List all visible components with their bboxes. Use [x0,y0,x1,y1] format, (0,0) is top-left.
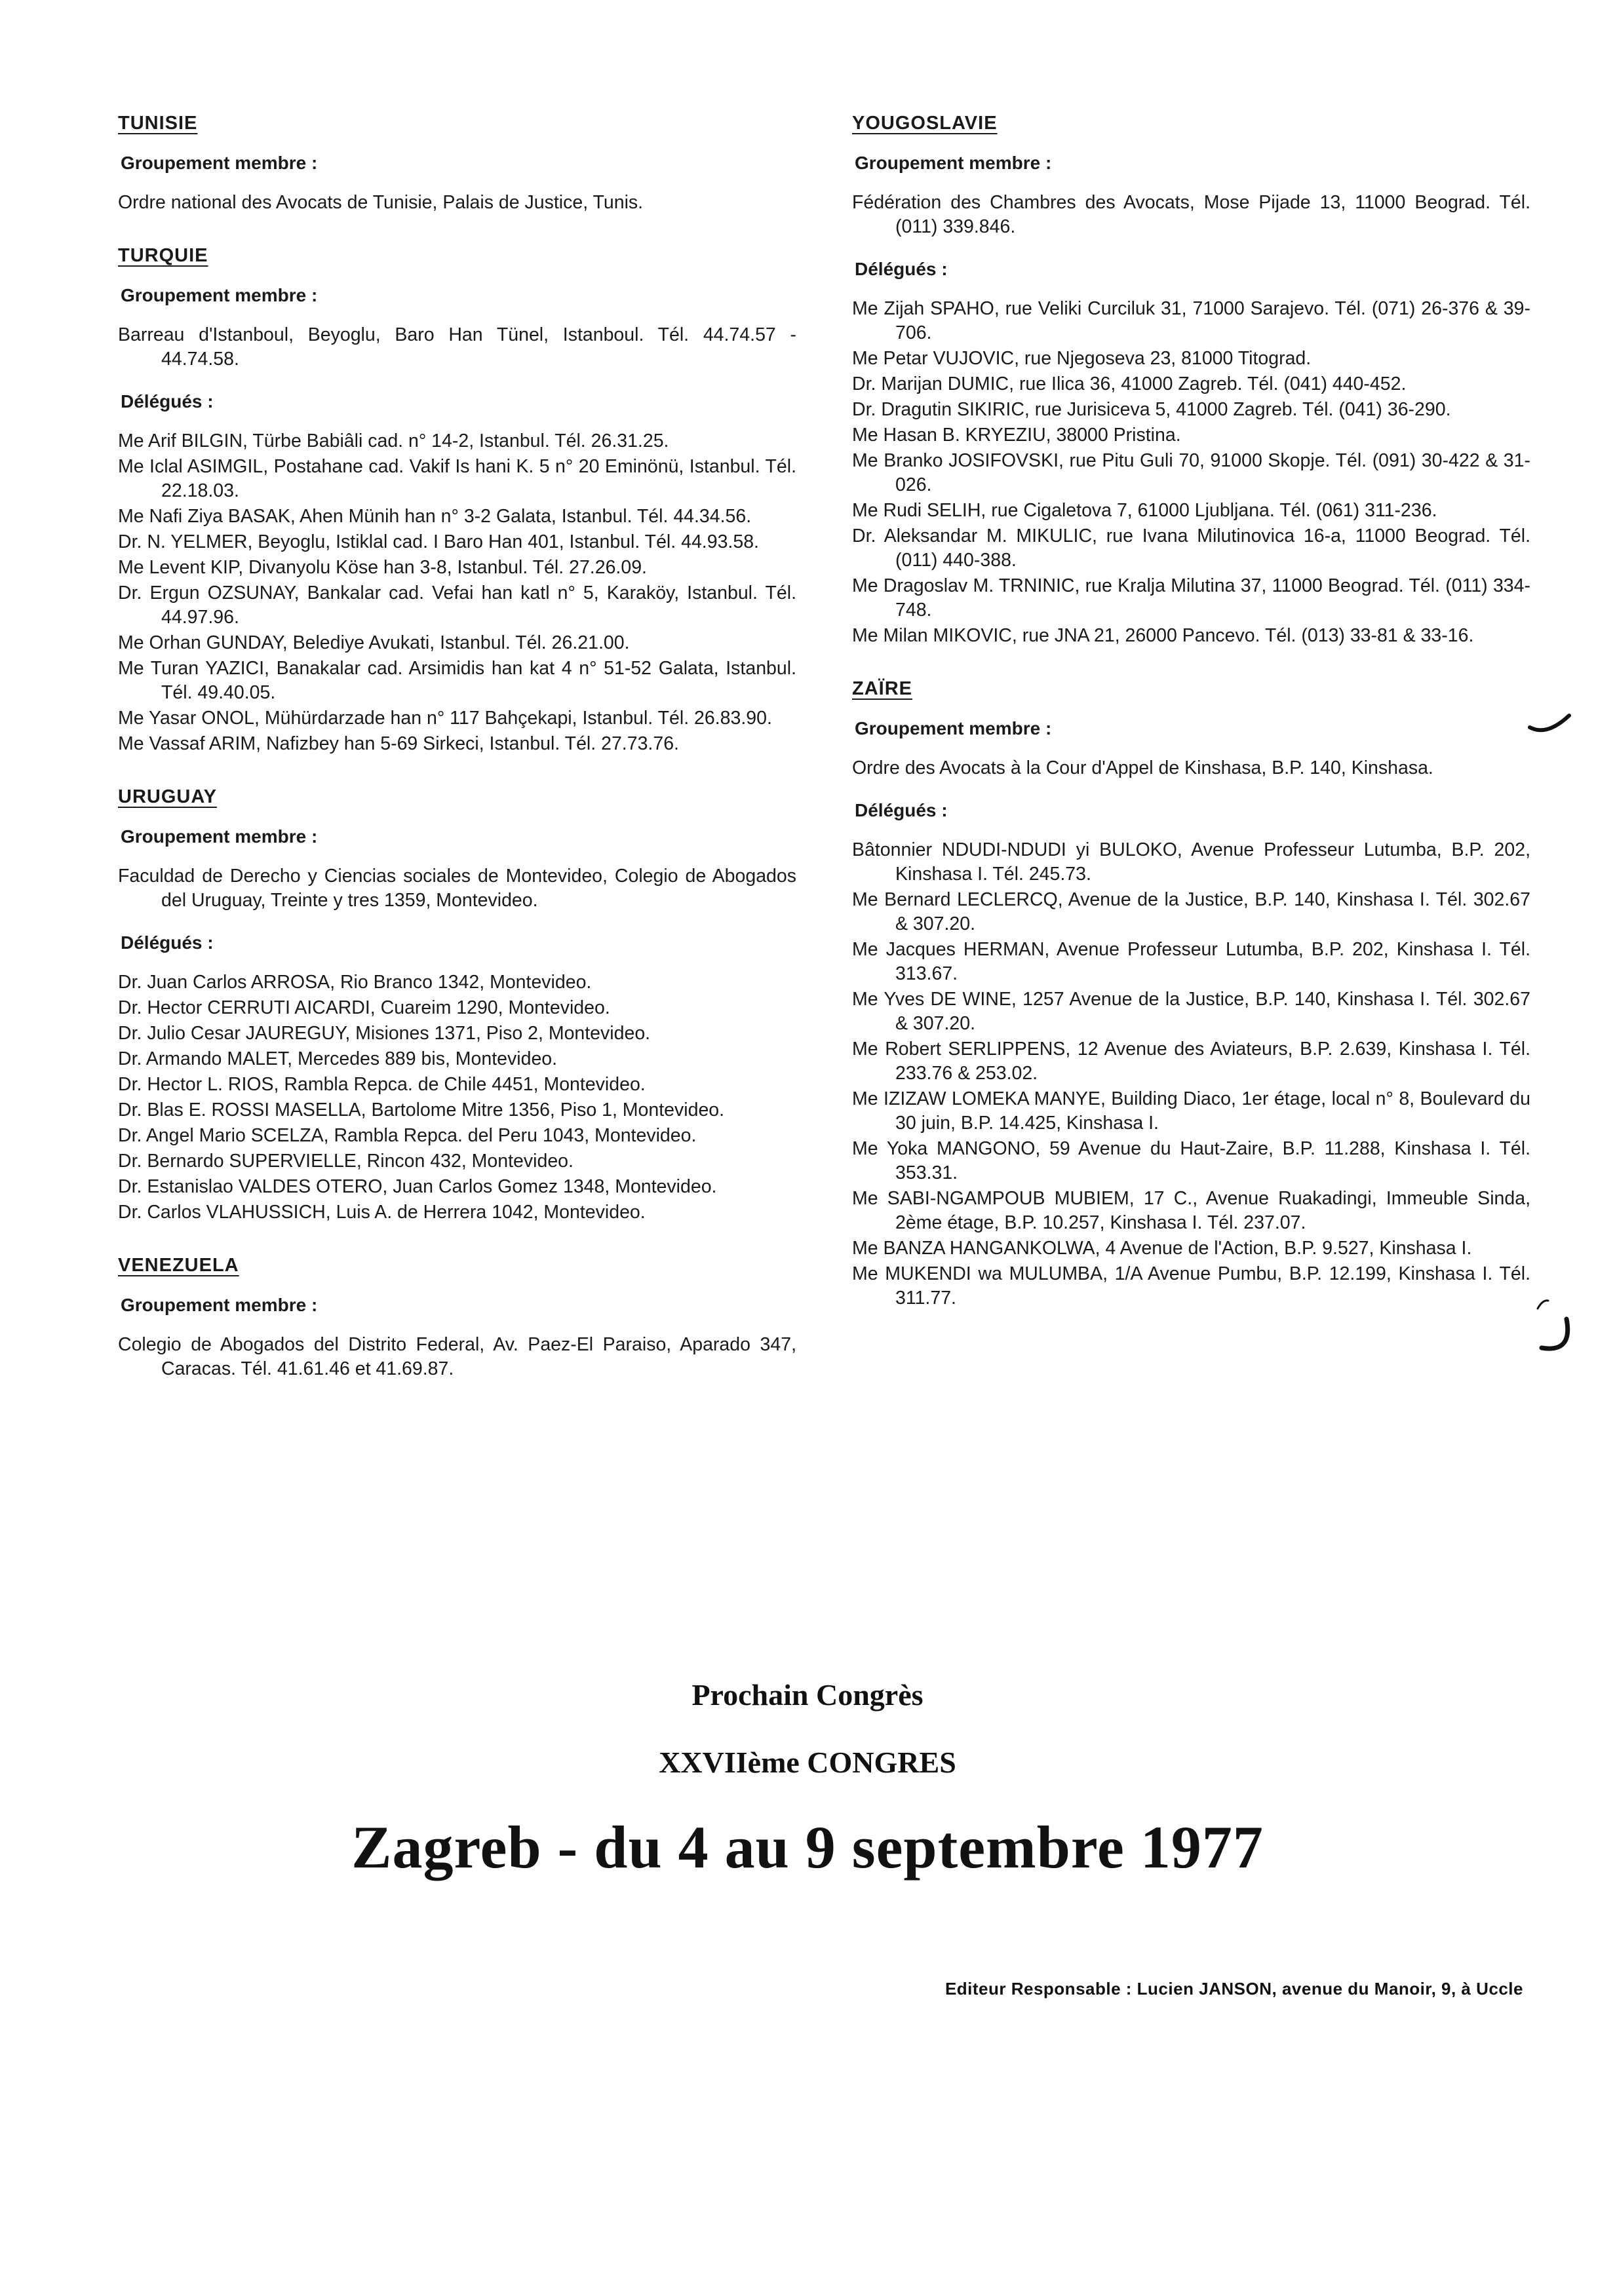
pen-mark [1534,1294,1580,1366]
delegate-entry: Me BANZA HANGANKOLWA, 4 Avenue de l'Action, B.P. 9.527, Kinshasa I. [852,1238,1472,1259]
member-text: Colegio de Abogados del Distrito Federal, Av. Paez-El Paraiso, Aparado 347, Caracas. Tél. 41.61.46 et 41.69.87. [118,1334,796,1379]
member-heading: Groupement membre : [121,153,318,173]
next-congress-announcement [0,1677,1615,1882]
delegate-entry: Dr. Julio Cesar JAUREGUY, Misiones 1371, Piso 2, Montevideo. [118,1023,651,1044]
delegate-entry: Me Milan MIKOVIC, rue JNA 21, 26000 Pancevo. Tél. (013) 33-81 & 33-16. [852,625,1474,646]
delegate-entry: Me Jacques HERMAN, Avenue Professeur Lutumba, B.P. 202, Kinshasa I. Tél. 313.67. [852,939,1530,984]
delegate-entry: Me IZIZAW LOMEKA MANYE, Building Diaco, 1er étage, local n° 8, Boulevard du 30 juin, B.P. 14.425, Kinshasa I. [852,1088,1530,1134]
delegate-entry: Me Yasar ONOL, Mühürdarzade han n° 117 Bahçekapi, Istanbul. Tél. 26.83.90. [118,708,772,729]
delegate-entry: Me Orhan GUNDAY, Belediye Avukati, Istanbul. Tél. 26.21.00. [118,632,630,653]
delegates-heading: Délégués : [121,932,214,953]
delegate-entry: Me Vassaf ARIM, Nafizbey han 5-69 Sirkeci, Istanbul. Tél. 27.73.76. [118,733,679,754]
country-title-yougoslavie: YOUGOSLAVIE [852,113,998,134]
member-heading: Groupement membre : [855,153,1052,173]
delegate-entry: Me MUKENDI wa MULUMBA, 1/A Avenue Pumbu, B.P. 12.199, Kinshasa I. Tél. 311.77. [852,1263,1530,1309]
country-title-uruguay: URUGUAY [118,786,217,807]
section-uruguay [118,786,796,1225]
delegate-entry: Dr. Armando MALET, Mercedes 889 bis, Montevideo. [118,1048,558,1069]
section-zaire [852,678,1530,1311]
delegate-entry: Me Robert SERLIPPENS, 12 Avenue des Aviateurs, B.P. 2.639, Kinshasa I. Tél. 233.76 & 253.02. [852,1039,1530,1084]
member-text: Ordre des Avocats à la Cour d'Appel de Kinshasa, B.P. 140, Kinshasa. [852,757,1433,778]
delegate-entry: Dr. Juan Carlos ARROSA, Rio Branco 1342, Montevideo. [118,972,592,993]
right-column [852,113,1530,1341]
delegate-entry: Me Iclal ASIMGIL, Postahane cad. Vakif Is hani K. 5 n° 20 Eminönü, Istanbul. Tél. 22.18.03. [118,456,796,501]
country-title-turquie: TURQUIE [118,245,208,266]
editor-footer: Editeur Responsable : Lucien JANSON, avenue du Manoir, 9, à Uccle [944,1979,1523,1999]
member-heading: Groupement membre : [855,718,1052,738]
section-yougoslavie [852,113,1530,648]
delegate-entry: Me SABI-NGAMPOUB MUBIEM, 17 C., Avenue Ruakadingi, Immeuble Sinda, 2ème étage, B.P. 10.257, Kinshasa I. Tél. 237.07. [852,1188,1530,1233]
section-turquie [118,245,796,756]
delegate-entry: Me Hasan B. KRYEZIU, 38000 Pristina. [852,425,1181,446]
delegate-entry: Me Arif BILGIN, Türbe Babiâli cad. n° 14-2, Istanbul. Tél. 26.31.25. [118,430,669,451]
delegate-entry: Me Yoka MANGONO, 59 Avenue du Haut-Zaire, B.P. 11.288, Kinshasa I. Tél. 353.31. [852,1138,1530,1183]
delegate-entry: Dr. Dragutin SIKIRIC, rue Jurisiceva 5, 41000 Zagreb. Tél. (041) 36-290. [852,399,1451,420]
delegates-heading: Délégués : [855,259,948,279]
delegate-entry: Dr. Angel Mario SCELZA, Rambla Repca. del Peru 1043, Montevideo. [118,1125,697,1146]
member-text: Fédération des Chambres des Avocats, Mose Pijade 13, 11000 Beograd. Tél. (011) 339.846. [852,192,1530,237]
delegates-heading: Délégués : [121,391,214,411]
delegate-entry: Me Bernard LECLERCQ, Avenue de la Justice, B.P. 140, Kinshasa I. Tél. 302.67 & 307.20. [852,889,1530,934]
delegate-entry: Dr. Carlos VLAHUSSICH, Luis A. de Herrera 1042, Montevideo. [118,1202,646,1223]
delegate-list [852,838,1530,1311]
delegate-entry: Me Levent KIP, Divanyolu Köse han 3-8, Istanbul. Tél. 27.26.09. [118,557,647,578]
delegate-entry: Dr. Ergun OZSUNAY, Bankalar cad. Vefai han katl n° 5, Karaköy, Istanbul. Tél. 44.97.96. [118,583,796,628]
pen-mark [1527,708,1573,740]
member-heading: Groupement membre : [121,826,318,847]
left-column [118,113,796,1411]
delegate-list [852,297,1530,648]
delegate-entry: Dr. N. YELMER, Beyoglu, Istiklal cad. I Baro Han 401, Istanbul. Tél. 44.93.58. [118,531,759,552]
delegate-list [118,429,796,756]
member-text: Barreau d'Istanboul, Beyoglu, Baro Han Tünel, Istanboul. Tél. 44.74.57 - 44.74.58. [118,324,796,370]
member-text: Ordre national des Avocats de Tunisie, Palais de Justice, Tunis. [118,192,644,213]
delegate-entry: Dr. Estanislao VALDES OTERO, Juan Carlos Gomez 1348, Montevideo. [118,1176,717,1197]
section-tunisie [118,113,796,215]
delegate-entry: Me Petar VUJOVIC, rue Njegoseva 23, 81000 Titograd. [852,348,1312,369]
section-venezuela [118,1255,796,1381]
delegate-entry: Me Nafi Ziya BASAK, Ahen Münih han n° 3-2 Galata, Istanbul. Tél. 44.34.56. [118,506,752,527]
delegate-entry: Dr. Bernardo SUPERVIELLE, Rincon 432, Montevideo. [118,1151,574,1172]
delegates-heading: Délégués : [855,800,948,820]
delegate-entry: Bâtonnier NDUDI-NDUDI yi BULOKO, Avenue Professeur Lutumba, B.P. 202, Kinshasa I. Tél. 245.73. [852,839,1530,885]
country-title-tunisie: TUNISIE [118,113,198,134]
country-title-zaire: ZAÏRE [852,678,912,699]
delegate-entry: Dr. Aleksandar M. MIKULIC, rue Ivana Milutinovica 16-a, 11000 Beograd. Tél. (011) 440-388. [852,526,1530,571]
country-title-venezuela: VENEZUELA [118,1255,239,1276]
delegate-entry: Dr. Blas E. ROSSI MASELLA, Bartolome Mitre 1356, Piso 1, Montevideo. [118,1100,725,1120]
congress-label: Prochain Congrès [691,1678,924,1712]
member-heading: Groupement membre : [121,285,318,305]
congress-place-date: Zagreb - du 4 au 9 septembre 1977 [351,1814,1264,1881]
delegate-list [118,970,796,1225]
delegate-entry: Me Yves DE WINE, 1257 Avenue de la Justice, B.P. 140, Kinshasa I. Tél. 302.67 & 307.20. [852,989,1530,1034]
delegate-entry: Me Rudi SELIH, rue Cigaletova 7, 61000 Ljubljana. Tél. (061) 311-236. [852,500,1437,521]
member-heading: Groupement membre : [121,1295,318,1315]
delegate-entry: Dr. Hector CERRUTI AICARDI, Cuareim 1290, Montevideo. [118,997,610,1018]
delegate-entry: Me Turan YAZICI, Banakalar cad. Arsimidis han kat 4 n° 51-52 Galata, Istanbul. Tél. 49.40.05. [118,658,796,703]
delegate-entry: Dr. Marijan DUMIC, rue Ilica 36, 41000 Zagreb. Tél. (041) 440-452. [852,373,1407,394]
delegate-entry: Me Dragoslav M. TRNINIC, rue Kralja Milutina 37, 11000 Beograd. Tél. (011) 334-748. [852,575,1530,621]
delegate-entry: Me Zijah SPAHO, rue Veliki Curciluk 31, 71000 Sarajevo. Tél. (071) 26-376 & 39-706. [852,298,1530,343]
delegate-entry: Dr. Hector L. RIOS, Rambla Repca. de Chile 4451, Montevideo. [118,1074,646,1095]
member-text: Faculdad de Derecho y Ciencias sociales de Montevideo, Colegio de Abogados del Uruguay, Treinte y tres 1359, Montevideo. [118,866,796,911]
congress-number: XXVIIème CONGRES [659,1746,956,1779]
delegate-entry: Me Branko JOSIFOVSKI, rue Pitu Guli 70, 91000 Skopje. Tél. (091) 30-422 & 31-026. [852,450,1530,495]
